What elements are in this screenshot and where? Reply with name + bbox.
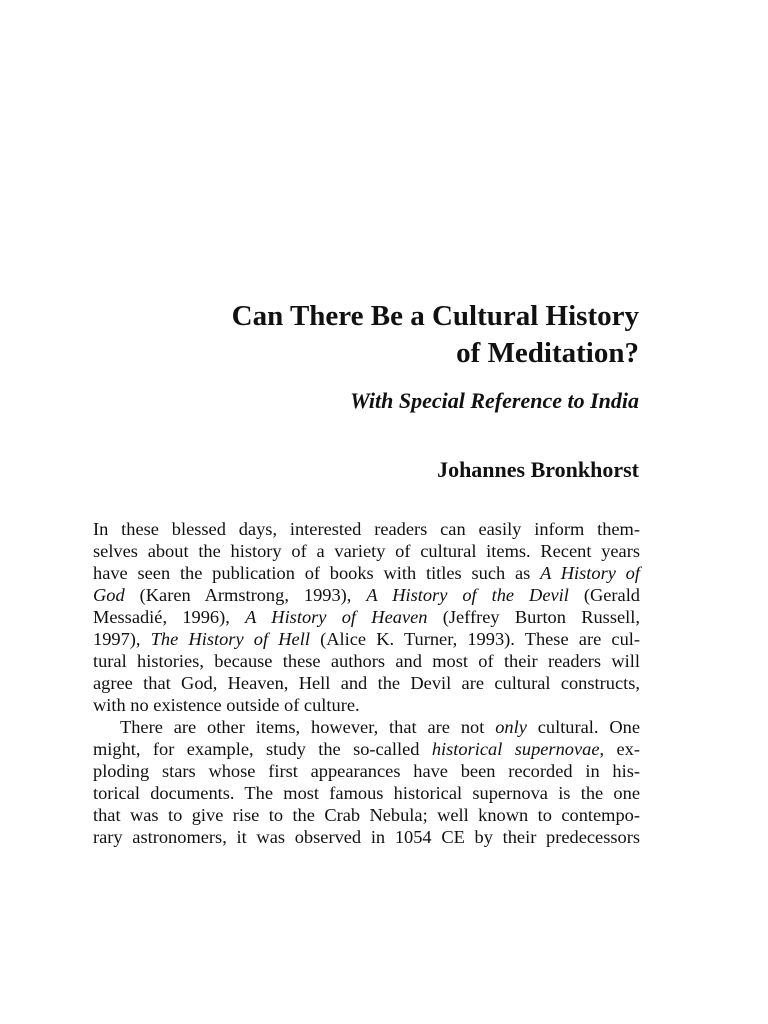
text-line: might, for example, study the so-called historical supernovae, ex- <box>93 739 640 759</box>
text-line: There are other items, however, that are not only cultural. One <box>120 717 640 737</box>
paragraph-1 <box>93 518 640 716</box>
text-line: rary astronomers, it was observed in 1054 CE by their predecessors <box>93 827 640 847</box>
text-line: 1997), The History of Hell (Alice K. Turner, 1993). These are cul- <box>93 629 640 649</box>
text-line: selves about the history of a variety of cultural items. Recent years <box>93 541 640 561</box>
text-line: torical documents. The most famous historical supernova is the one <box>93 783 640 803</box>
text-line: agree that God, Heaven, Hell and the Devil are cultural constructs, <box>93 673 640 693</box>
book-title-italic: A History of <box>540 563 640 583</box>
book-title-italic: A History of the Devil <box>366 585 569 605</box>
text-line: Messadié, 1996), A History of Heaven (Jeffrey Burton Russell, <box>93 607 640 627</box>
body-text <box>93 518 640 848</box>
text-line: ploding stars whose first appearances have been recorded in his- <box>93 761 640 781</box>
text-line: that was to give rise to the Crab Nebula; well known to contempo- <box>93 805 640 825</box>
chapter-title-line-1: Can There Be a Cultural History <box>231 300 639 332</box>
chapter-title-line-2: of Meditation? <box>456 337 639 369</box>
chapter-subtitle: With Special Reference to India <box>350 388 639 413</box>
text-line: tural histories, because these authors and most of their readers will <box>93 651 640 671</box>
emphasis-italic: only <box>495 717 527 737</box>
text-line: have seen the publication of books with titles such as A History of <box>93 563 640 583</box>
chapter-title <box>93 298 639 372</box>
book-title-italic: God <box>93 585 125 605</box>
author-name: Johannes Bronkhorst <box>437 457 639 482</box>
text-line: God (Karen Armstrong, 1993), A History of the Devil (Gerald <box>93 585 640 605</box>
text-line: In these blessed days, interested readers can easily inform them- <box>93 519 640 539</box>
term-italic: historical supernovae <box>431 739 600 759</box>
book-title-italic: The History of Hell <box>150 629 310 649</box>
book-title-italic: A History of Heaven <box>245 607 428 627</box>
text-line: with no existence outside of culture. <box>93 695 360 715</box>
paragraph-2 <box>93 716 640 848</box>
